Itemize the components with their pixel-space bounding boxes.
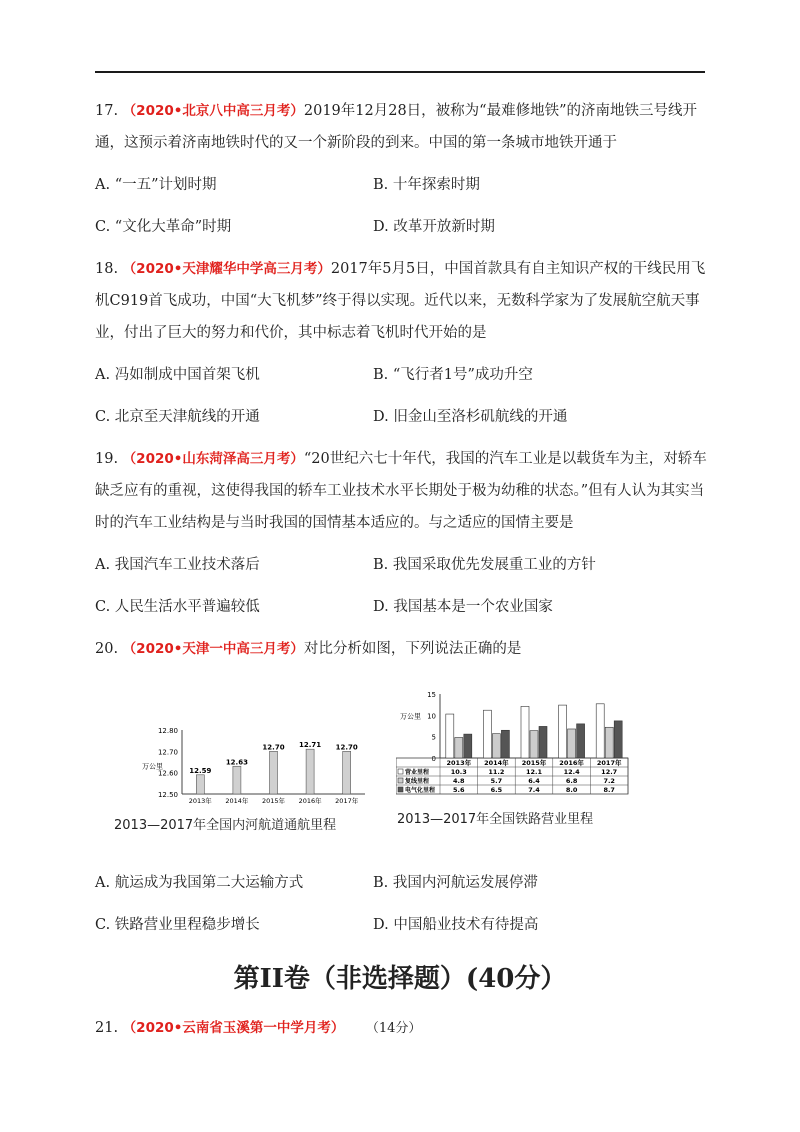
x-tick-label: 2013年: [446, 759, 472, 767]
data-label: 12.59: [189, 766, 212, 775]
q18-option-b[interactable]: B. “飞行者1号”成功升空: [373, 367, 533, 383]
bar-营业里程: [446, 714, 454, 758]
bar: [196, 775, 204, 794]
q17-number: 17.: [95, 103, 119, 119]
data-table-value: 4.8: [453, 777, 465, 785]
bar-营业里程: [596, 704, 604, 758]
x-tick-label: 2015年: [521, 759, 547, 767]
data-table-value: 7.2: [603, 777, 615, 785]
q18-line-2: 机C919首飞成功，中国“大飞机梦”终于得以实现。近代以来，无数科学家为了发展航空航天事: [95, 293, 700, 309]
legend-swatch: [398, 769, 403, 774]
y-tick-label: 12.60: [157, 769, 178, 778]
bar-复线里程: [530, 731, 538, 758]
bar: [306, 749, 314, 794]
y-tick-label: 10: [427, 712, 436, 721]
q19-option-c[interactable]: C. 人民生活水平普遍较低: [95, 599, 260, 615]
q18-number: 18.: [95, 261, 119, 277]
q18-option-c[interactable]: C. 北京至天津航线的开通: [95, 409, 260, 425]
legend-swatch: [398, 778, 403, 783]
q17-option-b[interactable]: B. 十年探索时期: [373, 177, 480, 193]
q17-option-a[interactable]: A. “一五”计划时期: [95, 177, 217, 193]
y-axis-label: 万公里: [142, 762, 163, 771]
q19-option-b[interactable]: B. 我国采取优先发展重工业的方针: [373, 557, 596, 573]
data-table-value: 8.0: [565, 786, 578, 794]
q17-option-c[interactable]: C. “文化大革命”时期: [95, 219, 232, 235]
data-table-value: 8.7: [603, 786, 615, 794]
q20-number: 20.: [95, 641, 119, 657]
x-tick-label: 2017年: [335, 797, 359, 805]
data-table-value: 10.3: [450, 768, 467, 776]
x-tick-label: 2016年: [559, 759, 584, 767]
y-axis-label: 万公里: [400, 712, 421, 721]
q20-source: （2020•天津一中高三月考）: [122, 641, 304, 657]
q20-option-a[interactable]: A. 航运成为我国第二大运输方式: [95, 875, 304, 891]
q19-number: 19.: [95, 451, 119, 467]
q20-option-d[interactable]: D. 中国船业技术有待提高: [373, 917, 539, 933]
data-table-value: 12.1: [525, 768, 543, 776]
y-tick-label: 12.70: [157, 748, 178, 757]
q18-line-1: [95, 257, 705, 278]
data-table-value: 7.4: [528, 786, 540, 794]
bar-复线里程: [492, 734, 500, 758]
bar-电气化里程: [501, 730, 509, 758]
data-table-value: 5.7: [490, 777, 503, 785]
data-table-value: 6.5: [490, 786, 503, 794]
x-tick-label: 2016年: [298, 797, 322, 805]
q18-option-a[interactable]: A. 冯如制成中国首架飞机: [95, 367, 260, 383]
q19-source: （2020•山东菏泽高三月考）: [122, 451, 304, 467]
q17-source: （2020•北京八中高三月考）: [122, 103, 304, 119]
bar-复线里程: [455, 738, 463, 758]
q19-option-d[interactable]: D. 我国基本是一个农业国家: [373, 599, 553, 615]
data-table-value: 6.4: [528, 777, 540, 785]
data-label: 12.63: [225, 758, 248, 767]
y-tick-label: 15: [427, 691, 436, 699]
legend-label: 营业里程: [405, 769, 430, 776]
legend-label: 复线里程: [405, 778, 430, 785]
y-tick-label: 12.50: [157, 791, 178, 799]
bar-复线里程: [568, 729, 576, 758]
q21-points: （14分）: [372, 1021, 422, 1036]
x-tick-label: 2014年: [225, 797, 249, 805]
bar: [270, 751, 278, 794]
q20-option-c[interactable]: C. 铁路营业里程稳步增长: [95, 917, 260, 933]
railway-chart-caption: 2013—2017年全国铁路营业里程: [397, 812, 594, 827]
q17-line-1: [95, 99, 697, 120]
bar-电气化里程: [577, 724, 585, 758]
x-tick-label: 2015年: [261, 797, 286, 805]
waterway-chart-caption: 2013—2017年全国内河航道通航里程: [114, 818, 337, 833]
y-tick-label: 0: [431, 755, 436, 763]
q18-line-3: 业，付出了巨大的努力和代价，其中标志着飞机时代开始的是: [95, 325, 487, 341]
q17-line-2: 通，这预示着济南地铁时代的又一个新阶段的到来。中国的第一条城市地铁开通于: [95, 135, 617, 151]
bar-营业里程: [521, 706, 529, 758]
data-table-value: 6.8: [565, 777, 578, 785]
q17-text-1: 2019年12月28日，被称为“最难修地铁”的济南地铁三号线开: [303, 103, 698, 119]
legend-swatch: [398, 787, 403, 792]
q20-line-1: [95, 637, 521, 658]
data-label: 12.70: [262, 743, 285, 752]
bar-营业里程: [559, 705, 567, 758]
data-table-value: 5.6: [453, 786, 465, 794]
data-table-value: 12.7: [601, 768, 618, 776]
bar-电气化里程: [614, 721, 622, 758]
bar-营业里程: [483, 710, 491, 758]
y-tick-label: 12.80: [157, 727, 178, 735]
q19-line-2: 缺乏应有的重视，这使得我国的轿车工业技术水平长期处于极为幼稚的状态。”但有人认为其实当: [95, 483, 705, 499]
q21-line-1: [95, 1016, 421, 1036]
q17-option-d[interactable]: D. 改革开放新时期: [373, 219, 495, 235]
section-title: 第II卷（非选择题）(40分）: [233, 964, 567, 994]
bar-复线里程: [605, 727, 613, 758]
q18-source: （2020•天津耀华中学高三月考）: [122, 261, 331, 277]
waterway-mileage-chart: [140, 722, 370, 808]
x-tick-label: 2014年: [484, 759, 509, 767]
q19-option-a[interactable]: A. 我国汽车工业技术落后: [95, 557, 260, 573]
q18-option-d[interactable]: D. 旧金山至洛杉矶航线的开通: [373, 409, 568, 425]
railway-mileage-chart: [396, 690, 636, 808]
bar: [233, 766, 241, 794]
data-table-value: 11.2: [488, 768, 505, 776]
bar-电气化里程: [539, 726, 547, 758]
data-label: 12.70: [335, 743, 358, 752]
q19-text-1: “20世纪六七十年代，我国的汽车工业是以载货车为主，对轿车: [303, 451, 707, 467]
q19-line-3: 时的汽车工业结构是与当时我国的国情基本适应的。与之适应的国情主要是: [95, 515, 574, 531]
q21-number: 21.: [95, 1020, 119, 1036]
x-tick-label: 2017年: [596, 759, 622, 767]
header-rule: [95, 71, 705, 73]
q20-text-1: 对比分析如图，下列说法正确的是: [303, 641, 522, 657]
data-table-value: 12.4: [563, 768, 580, 776]
q20-option-b[interactable]: B. 我国内河航运发展停滞: [373, 875, 538, 891]
q18-text-1: 2017年5月5日，中国首款具有自主知识产权的干线民用飞: [330, 261, 706, 277]
bar: [343, 751, 351, 794]
legend-label: 电气化里程: [405, 787, 436, 794]
x-tick-label: 2013年: [188, 797, 212, 805]
bar-电气化里程: [464, 734, 472, 758]
q19-line-1: [95, 447, 707, 468]
y-tick-label: 5: [431, 733, 436, 742]
data-label: 12.71: [299, 741, 322, 750]
q21-source: （2020•云南省玉溪第一中学月考）: [122, 1020, 345, 1036]
